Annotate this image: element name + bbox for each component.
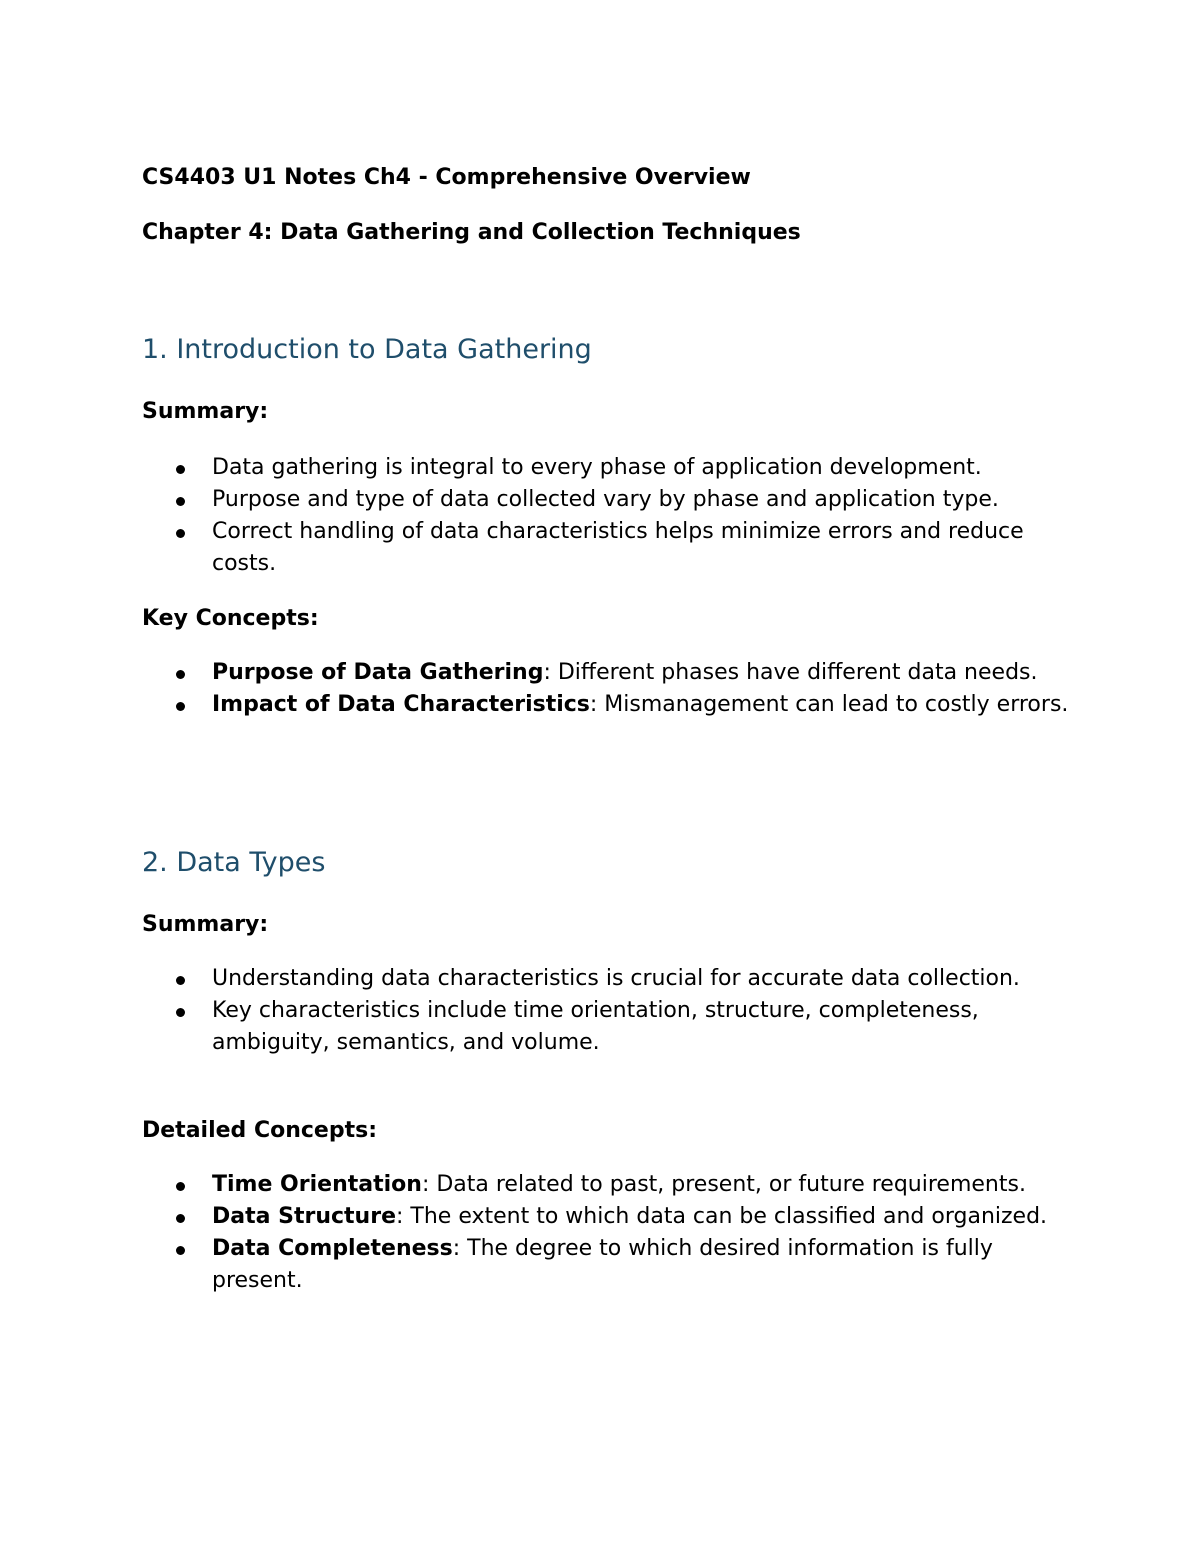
- concept-term: Impact of Data Characteristics: [212, 692, 590, 717]
- key-concepts-label: Key Concepts:: [142, 606, 319, 631]
- list-item: [142, 452, 1072, 484]
- list-item: [142, 995, 1072, 1059]
- list-item: [142, 657, 1072, 689]
- concept-description: : Mismanagement can lead to costly errors.: [589, 692, 1069, 717]
- bullet-icon: [176, 497, 185, 506]
- list-item-text: Key characteristics include time orientation, structure, completeness, ambiguity, semantics, and volume.: [212, 998, 979, 1055]
- concept-term: Purpose of Data Gathering: [212, 660, 544, 685]
- concept-description: : Data related to past, present, or future requirements.: [421, 1172, 1026, 1197]
- concept-description: : Different phases have different data needs.: [543, 660, 1038, 685]
- bullet-icon: [176, 670, 185, 679]
- bullet-icon: [176, 702, 185, 711]
- concept-term: Data Completeness: [212, 1236, 453, 1261]
- list-item: [142, 1201, 1072, 1233]
- chapter-title: Chapter 4: Data Gathering and Collection Techniques: [142, 220, 801, 245]
- list-item: [142, 516, 1072, 580]
- bullet-icon: [176, 976, 185, 985]
- list-item: [142, 1233, 1072, 1297]
- section-heading-data-types: 2. Data Types: [142, 847, 326, 878]
- bullet-icon: [176, 529, 185, 538]
- key-concepts-list: [142, 657, 1072, 721]
- list-item-text: Purpose and type of data collected vary by phase and application type.: [212, 487, 999, 512]
- bullet-icon: [176, 1246, 185, 1255]
- concept-term: Time Orientation: [212, 1172, 422, 1197]
- list-item: [142, 1169, 1072, 1201]
- list-item-text: Data gathering is integral to every phase of application development.: [212, 455, 982, 480]
- detailed-concepts-label: Detailed Concepts:: [142, 1118, 377, 1143]
- summary-list: [142, 452, 1072, 580]
- bullet-icon: [176, 1008, 185, 1017]
- detailed-concepts-list: [142, 1169, 1072, 1297]
- concept-term: Data Structure: [212, 1204, 396, 1229]
- list-item-text: Understanding data characteristics is crucial for accurate data collection.: [212, 966, 1020, 991]
- bullet-icon: [176, 1214, 185, 1223]
- bullet-icon: [176, 465, 185, 474]
- concept-description: : The degree to which desired information is fully present.: [212, 1236, 993, 1293]
- bullet-icon: [176, 1182, 185, 1191]
- summary-list: [142, 963, 1072, 1059]
- document-title: CS4403 U1 Notes Ch4 - Comprehensive Overview: [142, 165, 751, 190]
- list-item: [142, 484, 1072, 516]
- section-heading-introduction: 1. Introduction to Data Gathering: [142, 334, 592, 365]
- summary-label: Summary:: [142, 399, 269, 424]
- summary-label: Summary:: [142, 912, 269, 937]
- list-item: [142, 689, 1072, 721]
- concept-description: : The extent to which data can be classified and organized.: [396, 1204, 1048, 1229]
- list-item-text: Correct handling of data characteristics helps minimize errors and reduce costs.: [212, 519, 1024, 576]
- list-item: [142, 963, 1072, 995]
